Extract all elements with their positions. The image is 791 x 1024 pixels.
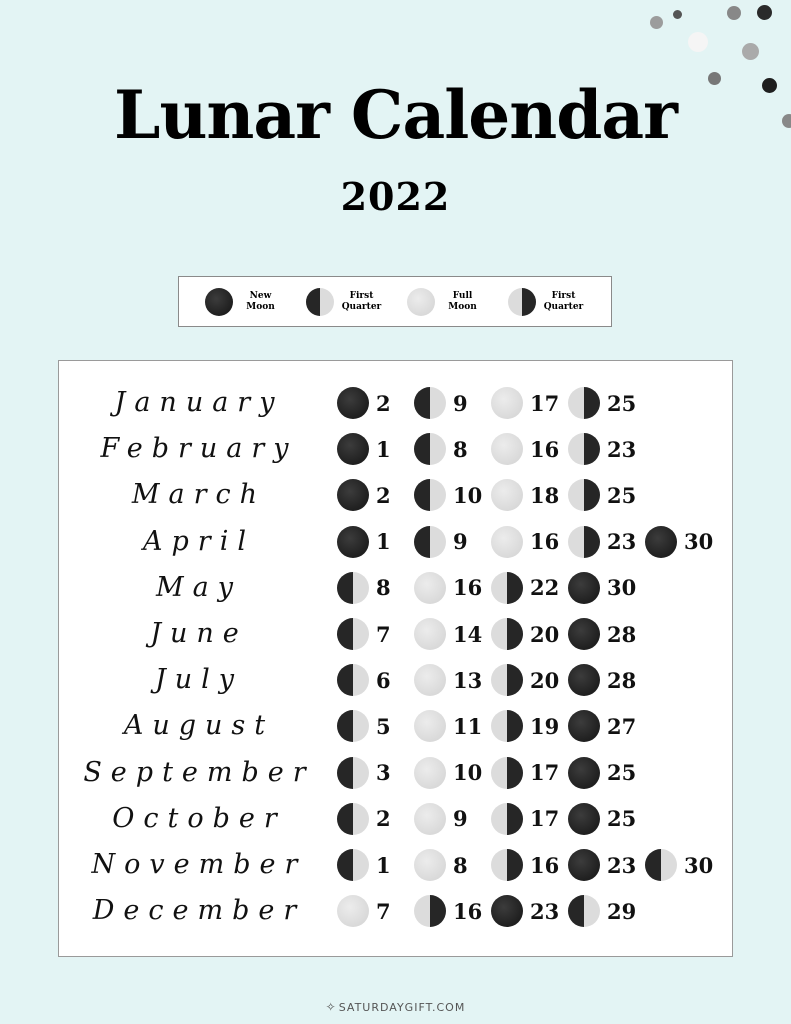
phase-day: 28 [607, 621, 637, 647]
full-moon-icon [337, 895, 369, 927]
phase-day: 9 [453, 529, 468, 555]
month-name: July [154, 664, 244, 696]
new-moon-icon [337, 526, 369, 558]
phase-day: 27 [607, 713, 637, 739]
full-moon-icon [414, 803, 446, 835]
phase-day: 28 [607, 667, 637, 693]
new-moon-icon [337, 387, 369, 419]
first-moon-icon [337, 664, 369, 696]
phase-day: 25 [607, 390, 637, 416]
month-row [59, 842, 734, 888]
phase-day: 7 [376, 898, 391, 924]
phase-day: 1 [376, 436, 391, 462]
last-moon-icon [491, 572, 523, 604]
phase-day: 2 [376, 390, 391, 416]
phase-day: 30 [607, 575, 637, 601]
first-moon-icon [645, 849, 677, 881]
last-moon-icon [491, 757, 523, 789]
phase-entry [491, 710, 564, 742]
new-moon-icon [205, 288, 233, 316]
phase-entry [414, 433, 487, 465]
last-moon-icon [568, 479, 600, 511]
phase-entry [337, 895, 410, 927]
phase-entry [491, 572, 564, 604]
first-moon-icon [337, 803, 369, 835]
first-moon-icon [414, 526, 446, 558]
phase-entry [568, 664, 641, 696]
new-moon-icon [568, 618, 600, 650]
new-moon-icon [337, 433, 369, 465]
full-moon-icon [414, 572, 446, 604]
full-moon-icon [414, 618, 446, 650]
full-moon-icon [414, 757, 446, 789]
month-name: March [131, 479, 267, 511]
month-row [59, 472, 734, 518]
last-moon-icon [491, 710, 523, 742]
phase-day: 17 [530, 806, 560, 832]
phase-entry [337, 433, 410, 465]
phase-entry [491, 618, 564, 650]
last-moon-icon [568, 387, 600, 419]
first-moon-icon [414, 433, 446, 465]
full-moon-icon [491, 526, 523, 558]
phase-day: 25 [607, 482, 637, 508]
new-moon-icon [568, 710, 600, 742]
month-name: February [100, 433, 298, 465]
phase-entry [337, 526, 410, 558]
phase-day: 16 [453, 575, 483, 601]
phase-day: 1 [376, 852, 391, 878]
month-name: December [92, 895, 306, 927]
phase-entry [414, 387, 487, 419]
phase-entry [337, 572, 410, 604]
phase-entry [337, 757, 410, 789]
phase-day: 14 [453, 621, 483, 647]
phase-day: 20 [530, 621, 560, 647]
full-moon-icon [491, 433, 523, 465]
full-moon-icon [414, 710, 446, 742]
phase-day: 23 [607, 529, 637, 555]
month-name: May [156, 571, 242, 603]
phase-day: 30 [684, 529, 714, 555]
phase-day: 13 [453, 667, 483, 693]
phase-day: 10 [453, 760, 483, 786]
last-moon-icon [491, 849, 523, 881]
month-name: January [114, 387, 284, 418]
first-moon-icon [337, 710, 369, 742]
phase-day: 5 [376, 713, 391, 739]
phase-day: 9 [453, 806, 468, 832]
phase-entry [568, 479, 641, 511]
phase-day: 17 [530, 760, 560, 786]
phase-day: 16 [530, 436, 560, 462]
phase-day: 9 [453, 390, 468, 416]
new-moon-icon [568, 757, 600, 789]
phase-entry [414, 849, 487, 881]
first-moon-icon [306, 288, 334, 316]
phase-entry [337, 710, 410, 742]
dot [757, 5, 772, 20]
phase-entry [568, 710, 641, 742]
phase-entry [414, 895, 487, 927]
last-moon-icon [491, 618, 523, 650]
year-subtitle: 2022 [340, 174, 451, 219]
dot [688, 32, 708, 52]
new-moon-icon [568, 572, 600, 604]
phase-day: 22 [530, 575, 560, 601]
phase-entry [414, 572, 487, 604]
phase-entry [337, 387, 410, 419]
new-moon-icon [645, 526, 677, 558]
phase-entry [414, 479, 487, 511]
phase-day: 16 [530, 529, 560, 555]
new-moon-icon [337, 479, 369, 511]
last-moon-icon [568, 433, 600, 465]
phase-entry [414, 664, 487, 696]
phase-entry [491, 433, 564, 465]
phase-day: 25 [607, 806, 637, 832]
legend-item [306, 288, 384, 316]
phase-day: 8 [453, 436, 468, 462]
phase-day: 3 [376, 760, 391, 786]
last-moon-icon [508, 288, 536, 316]
month-row [59, 426, 734, 472]
month-name: September [83, 756, 315, 788]
phase-entry [568, 803, 641, 835]
month-row [59, 796, 734, 842]
month-row [59, 611, 734, 657]
month-row [59, 380, 734, 426]
phase-day: 8 [376, 575, 391, 601]
phase-entry [645, 526, 718, 558]
phase-entry [568, 618, 641, 650]
full-moon-icon [414, 664, 446, 696]
phase-entry [491, 387, 564, 419]
phase-day: 6 [376, 667, 391, 693]
phase-entry [337, 849, 410, 881]
footer-brand [0, 1000, 791, 1014]
month-row [59, 657, 734, 703]
phase-day: 30 [684, 852, 714, 878]
phase-entry [568, 387, 641, 419]
phase-day: 16 [530, 852, 560, 878]
sparkle-icon: ✧ [325, 1000, 337, 1014]
month-name: June [150, 618, 248, 649]
phase-entry [414, 710, 487, 742]
first-moon-icon [337, 572, 369, 604]
new-moon-icon [568, 849, 600, 881]
phase-entry [337, 479, 410, 511]
month-name: November [91, 849, 307, 880]
phase-entry [337, 664, 410, 696]
phase-day: 20 [530, 667, 560, 693]
first-moon-icon [414, 387, 446, 419]
month-name: October [112, 802, 286, 834]
dot [673, 10, 682, 19]
phase-day: 10 [453, 482, 483, 508]
full-moon-icon [491, 479, 523, 511]
full-moon-icon [414, 849, 446, 881]
legend-label: First Quarter [543, 290, 584, 312]
phase-entry [337, 618, 410, 650]
phase-day: 19 [530, 713, 560, 739]
full-moon-icon [407, 288, 435, 316]
new-moon-icon [568, 664, 600, 696]
phase-entry [491, 757, 564, 789]
month-name: August [123, 710, 275, 742]
footer-text: SATURDAYGIFT.COM [338, 1001, 466, 1014]
new-moon-icon [568, 803, 600, 835]
phase-day: 23 [607, 436, 637, 462]
phase-entry [568, 895, 641, 927]
phase-day: 16 [453, 898, 483, 924]
phase-day: 2 [376, 482, 391, 508]
phase-day: 7 [376, 621, 391, 647]
phase-entry [414, 757, 487, 789]
phase-entry [414, 803, 487, 835]
month-row [59, 703, 734, 749]
phase-entry [491, 803, 564, 835]
phase-day: 29 [607, 898, 637, 924]
phase-entry [414, 618, 487, 650]
last-moon-icon [414, 895, 446, 927]
calendar-card [58, 360, 733, 957]
first-moon-icon [337, 618, 369, 650]
dot [727, 6, 741, 20]
legend-label: New Moon [246, 290, 275, 312]
phase-entry [491, 479, 564, 511]
phase-entry [491, 526, 564, 558]
phase-entry [491, 849, 564, 881]
first-moon-icon [337, 757, 369, 789]
month-name: April [143, 525, 255, 557]
dot [650, 16, 663, 29]
dot [742, 43, 759, 60]
page-title: Lunar Calendar [114, 76, 677, 154]
first-moon-icon [568, 895, 600, 927]
legend [178, 276, 612, 327]
month-row [59, 750, 734, 796]
full-moon-icon [491, 387, 523, 419]
phase-day: 8 [453, 852, 468, 878]
legend-item [205, 288, 283, 316]
legend-item [407, 288, 485, 316]
legend-label: First Quarter [341, 290, 382, 312]
phase-day: 18 [530, 482, 560, 508]
phase-day: 23 [530, 898, 560, 924]
new-moon-icon [491, 895, 523, 927]
phase-entry [568, 526, 641, 558]
phase-entry [568, 849, 641, 881]
last-moon-icon [568, 526, 600, 558]
legend-item [508, 288, 586, 316]
phase-day: 1 [376, 529, 391, 555]
phase-day: 17 [530, 390, 560, 416]
first-moon-icon [337, 849, 369, 881]
legend-label: Full Moon [448, 290, 477, 312]
phase-day: 25 [607, 760, 637, 786]
phase-entry [337, 803, 410, 835]
phase-entry [568, 572, 641, 604]
first-moon-icon [414, 479, 446, 511]
last-moon-icon [491, 664, 523, 696]
phase-entry [568, 433, 641, 465]
phase-entry [568, 757, 641, 789]
phase-entry [491, 895, 564, 927]
phase-entry [645, 849, 718, 881]
phase-entry [414, 526, 487, 558]
month-row [59, 519, 734, 565]
phase-entry [491, 664, 564, 696]
last-moon-icon [491, 803, 523, 835]
month-row [59, 565, 734, 611]
phase-day: 11 [453, 713, 483, 739]
month-row [59, 888, 734, 934]
phase-day: 2 [376, 806, 391, 832]
phase-day: 23 [607, 852, 637, 878]
